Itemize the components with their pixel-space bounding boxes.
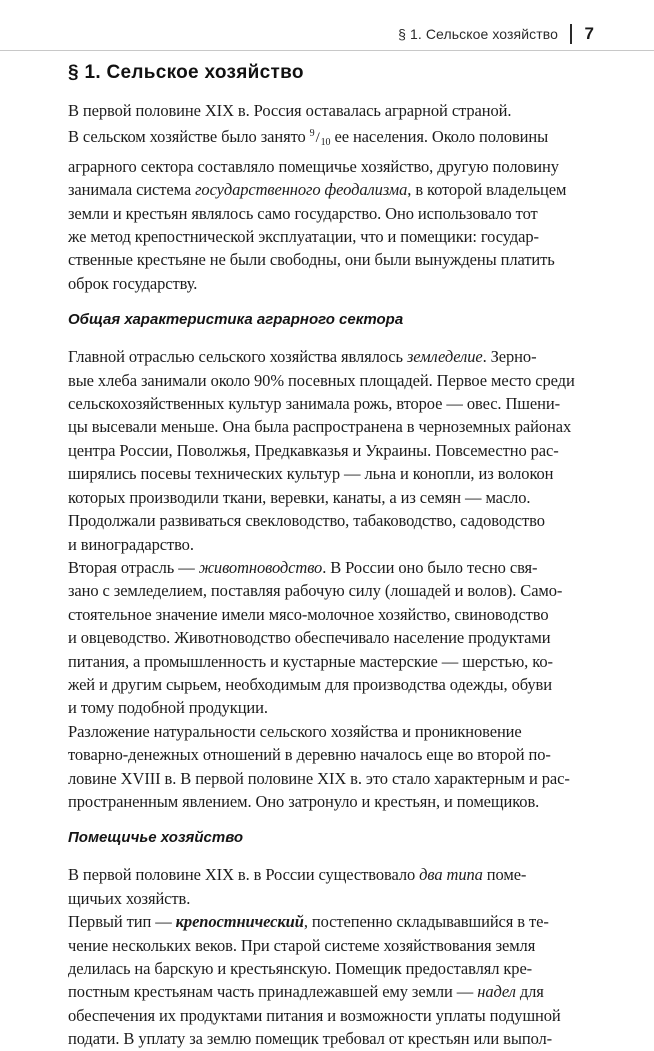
emphasis-bold: крепостнический (175, 912, 304, 932)
text-line: сельскохозяйственных культур занимала рожь, второе — овес. Пшени- (68, 394, 560, 414)
text-line: и овцеводство. Животноводство обеспечивало население продуктами (68, 628, 551, 648)
text-line: пространенным явлением. Оно затронуло и крестьян, и помещиков. (68, 791, 540, 811)
text-line: цы высевали меньше. Она была распространена в черноземных районах (68, 417, 572, 437)
paragraph-first-type (68, 910, 588, 1050)
fraction: $^9/_{10}$ (309, 128, 331, 149)
paragraph-livestock (68, 556, 588, 720)
paragraph-agriculture (68, 345, 588, 556)
text-line: вые хлеба занимали около 90% посевных площадей. Первое место среди (68, 370, 575, 390)
text-line: стоятельное значение имели мясо-молочное хозяйство, свиноводство (68, 604, 549, 624)
text-line: и виноградарство. (68, 534, 194, 554)
intro-paragraph (68, 99, 588, 295)
header-rule (0, 50, 654, 51)
text-line: которых производили ткани, веревки, канаты, а из семян — масло. (68, 487, 531, 507)
text-line: оброк государству. (68, 273, 198, 293)
text-line: занимала система государственного феодализма, в которой владельцем (68, 180, 567, 200)
text-line: зано с земледелием, поставляя рабочую силу (лошадей и волов). Само- (68, 581, 563, 601)
text-line: делилась на барскую и крестьянскую. Помещик предоставлял кре- (68, 959, 533, 978)
text-line: ловине XVIII в. В первой половине XIX в. это стало характерным и рас- (68, 768, 570, 788)
text-line: аграрного сектора составляло помещичье хозяйство, другую половину (68, 156, 559, 176)
emphasis: земледелие (406, 347, 483, 367)
page-number: 7 (584, 24, 594, 43)
text-line: и тому подобной продукции. (68, 698, 268, 718)
paragraph-commodity-relations (68, 720, 588, 814)
subheading-agrarian-sector: Общая характеристика аграрного сектора (68, 311, 404, 329)
emphasis: государственного феодализма (195, 180, 408, 200)
text-line: подати. В уплату за землю помещик требовал от крестьян или выпол- (68, 1029, 553, 1049)
text-line: питания, а промышленность и кустарные мастерские — шерстью, ко- (68, 651, 553, 671)
subheading-landlord-economy: Помещичье хозяйство (68, 829, 244, 847)
text-line: же метод крепостнической эксплуатации, что и помещики: государ- (68, 227, 539, 247)
emphasis: надел (477, 982, 516, 1002)
running-head-title: § 1. Сельское хозяйство (398, 26, 559, 42)
text-line: чение нескольких веков. При старой системе хозяйствования земля (68, 935, 536, 955)
running-head-separator (570, 24, 572, 44)
text-line: земли и крестьян являлось само государство. Оно использовало тот (68, 203, 538, 223)
text-line: жей и другим сырьем, необходимым для производства одежды, обуви (68, 674, 552, 694)
emphasis: животноводство (198, 557, 323, 577)
text-line: щичьих хозяйств. (68, 888, 191, 908)
text-line: товарно-денежных отношений в деревню началось еще во второй по- (68, 745, 551, 765)
text-line: Первый тип — крепостнический, постепенно складывавшийся в те- (68, 912, 549, 932)
paragraph-two-types (68, 863, 588, 910)
text-line: ственные крестьяне не были свободны, они были вынуждены платить (68, 250, 555, 270)
text-line: В первой половине XIX в. Россия оставалась аграрной страной. (68, 101, 512, 120)
text-line: В первой половине XIX в. в России существовало два типа поме- (68, 865, 527, 885)
text-line: Главной отраслью сельского хозяйства являлось земледелие. Зерно- (68, 347, 537, 367)
text-line: постным крестьянам часть принадлежавшей ему земли — надел для (68, 982, 544, 1002)
text-line: Разложение натуральности сельского хозяйства и проникновение (68, 721, 522, 741)
text-line: Вторая отрасль — животноводство. В России оно было тесно свя- (68, 557, 538, 577)
text-line: центра России, Поволжья, Предкавказья и Украины. Повсеместно рас- (68, 440, 559, 460)
text-line: обеспечения их продуктами питания и возможности уплаты подушной (68, 1005, 561, 1025)
text-line: В сельском хозяйстве было занято $^9/_{10}$ ее населения. Около половины (68, 127, 549, 149)
text-line: Продолжали развиваться свекловодство, табаководство, садоводство (68, 511, 545, 531)
section-title: § 1. Сельское хозяйство (68, 62, 304, 83)
running-head (398, 24, 594, 44)
page-body (68, 60, 588, 1051)
emphasis: два типа (419, 865, 483, 885)
text-line: ширялись посевы технических культур — льна и конопли, из волокон (68, 464, 554, 484)
